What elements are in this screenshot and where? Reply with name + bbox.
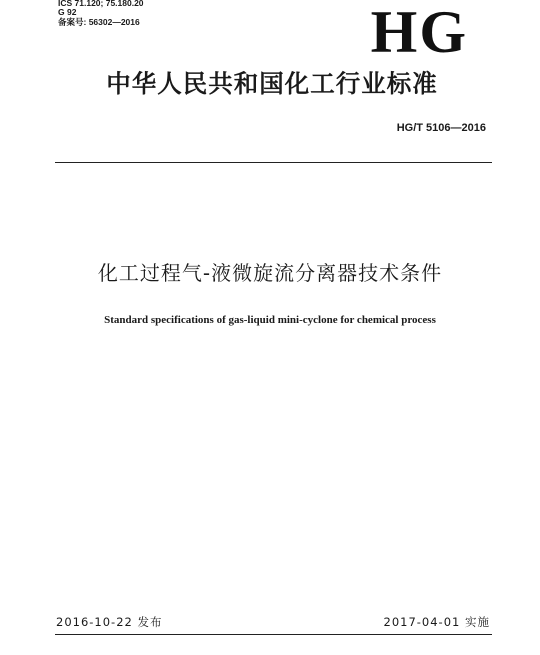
- footer-divider: [55, 634, 492, 635]
- industry-logo: HG: [370, 0, 468, 65]
- issue-date: 2016-10-22 发布: [56, 615, 163, 629]
- document-title-english: Standard specifications of gas-liquid mini-cyclone for chemical process: [104, 314, 436, 326]
- header-divider: [55, 162, 492, 163]
- ics-code: ICS 71.120; 75.180.20: [58, 0, 144, 8]
- document-title-chinese: 化工过程气-液微旋流分离器技术条件: [97, 261, 443, 285]
- implementation-date: 2017-04-01 实施: [383, 615, 490, 629]
- standard-number: HG/T 5106—2016: [396, 122, 486, 134]
- record-number: 备案号: 56302—2016: [58, 17, 140, 27]
- standard-category-title: 中华人民共和国化工行业标准: [106, 69, 438, 98]
- ccs-code: G 92: [58, 7, 77, 17]
